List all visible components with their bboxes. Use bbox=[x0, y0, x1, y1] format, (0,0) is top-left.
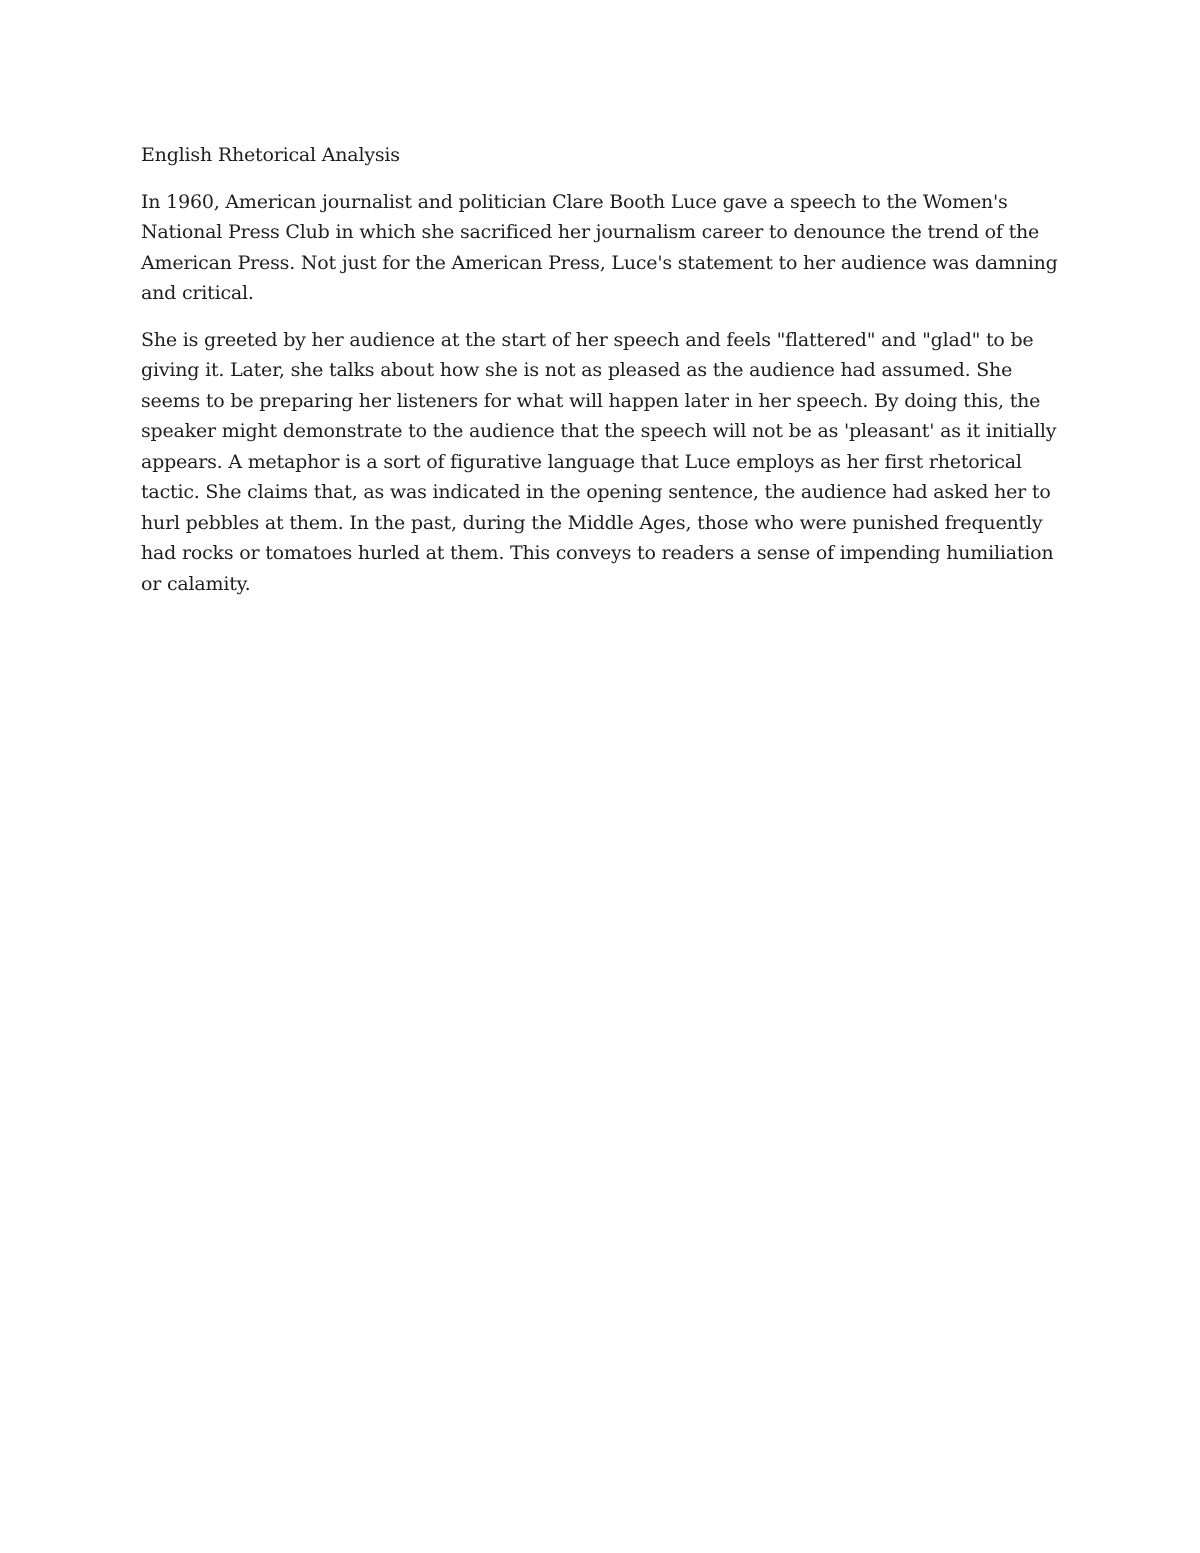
document-title: English Rhetorical Analysis bbox=[141, 144, 400, 166]
document-body bbox=[141, 140, 1061, 615]
paragraph-analysis: She is greeted by her audience at the start of her speech and feels "flattered" and "glad" to be giving it. Later, she talks about how she is not as pleased as the audience had assumed. She seems to be preparing her listeners for what will happen later in her speech. By doing this, the speaker might demonstrate to the audience that the speech will not be as 'pleasant' as it initially appears. A metaphor is a sort of figurative language that Luce employs as her first rhetorical tactic. She claims that, as was indicated in the opening sentence, the audience had asked her to hurl pebbles at them. In the past, during the Middle Ages, those who were punished frequently had rocks or tomatoes hurled at them. This conveys to readers a sense of impending humiliation or calamity. bbox=[141, 328, 1057, 595]
paragraph-intro: In 1960, American journalist and politician Clare Booth Luce gave a speech to the Women's National Press Club in which she sacrificed her journalism career to denounce the trend of the American Press. Not just for the American Press, Luce's statement to her audience was damning and critical. bbox=[141, 190, 1058, 304]
